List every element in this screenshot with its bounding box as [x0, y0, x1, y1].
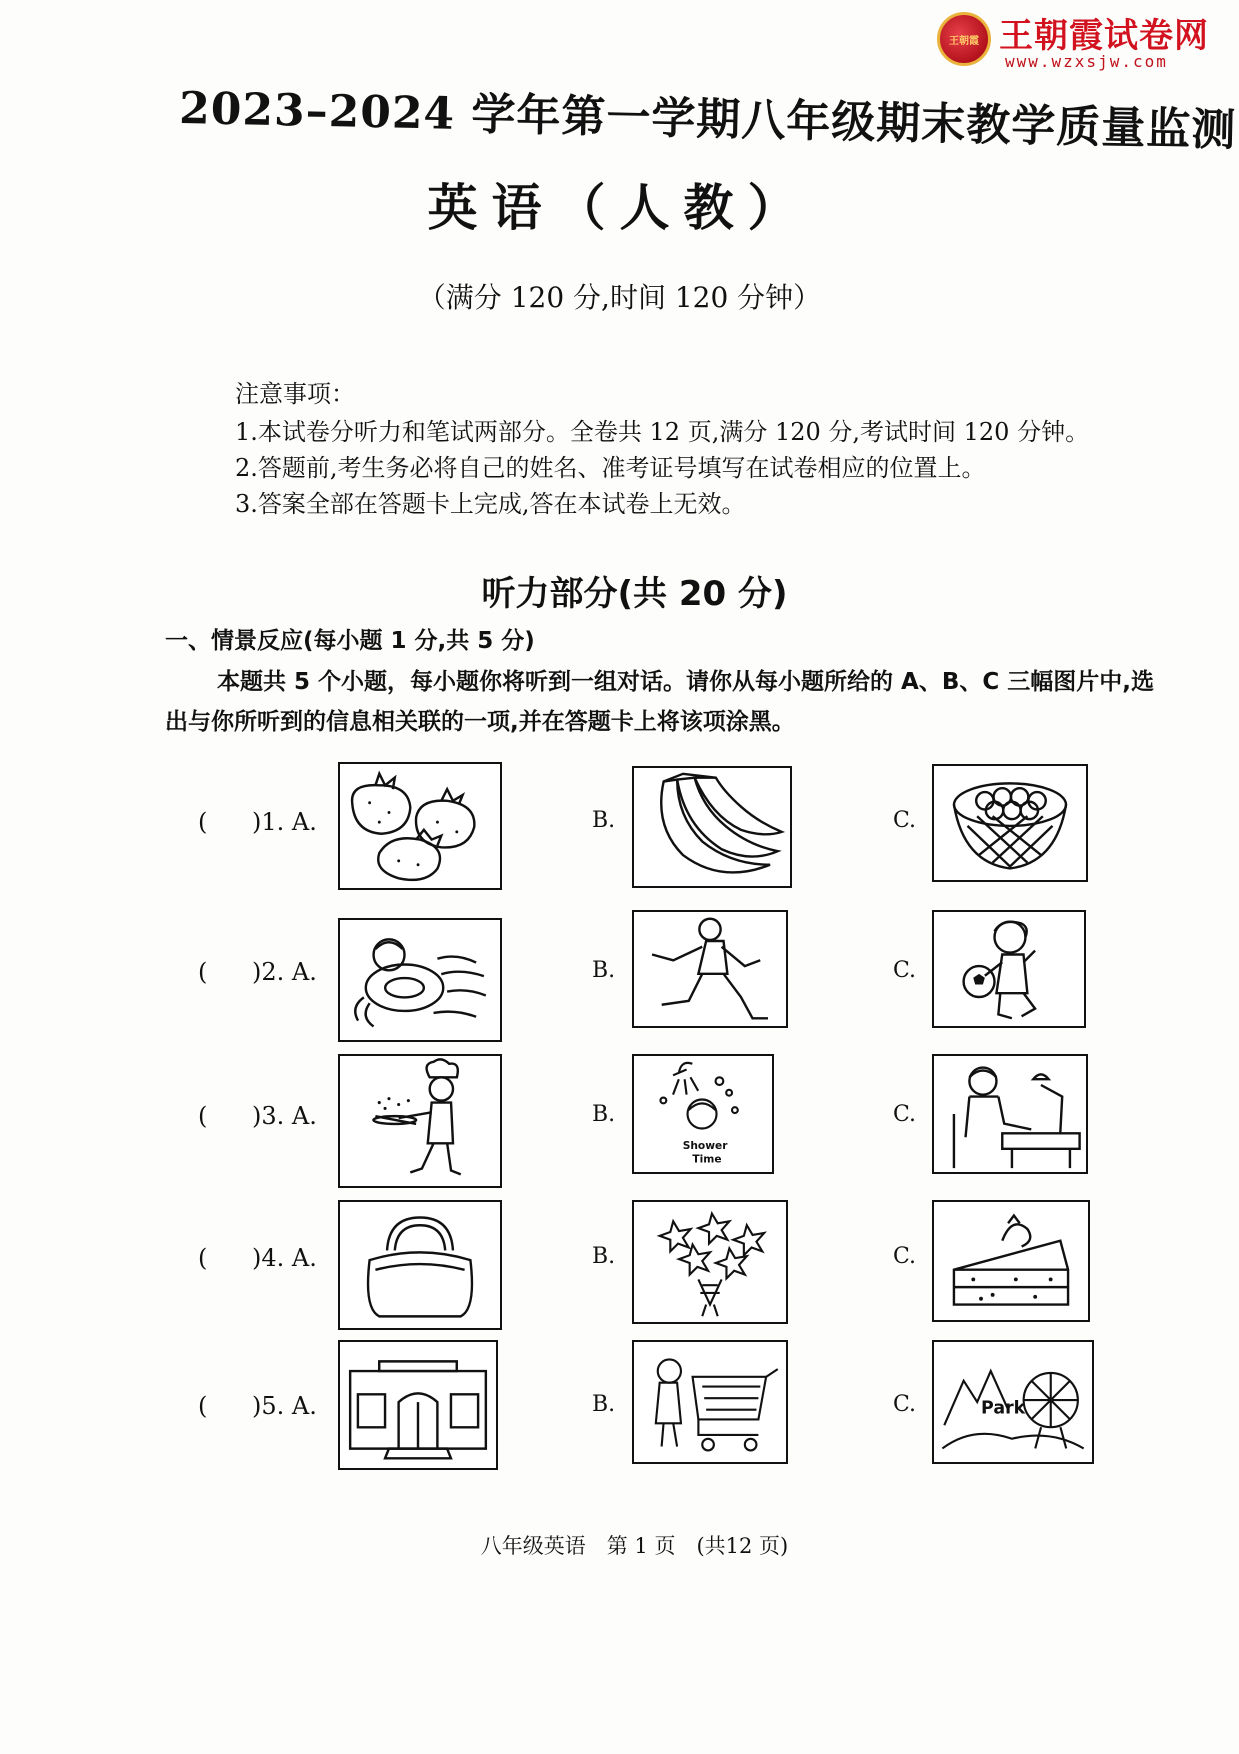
section-title: 听力部分(共 20 分) — [481, 574, 788, 614]
question-row — [0, 1054, 1239, 1184]
score-time-line: （满分 120 分,时间 120 分钟） — [417, 281, 822, 314]
notice-item: 2.答题前,考生务必将自己的姓名、准考证号填写在试卷相应的位置上。 — [235, 454, 986, 482]
strawberries-icon[interactable] — [338, 762, 502, 890]
building-icon[interactable] — [338, 1340, 498, 1470]
question-row — [0, 910, 1239, 1040]
seal-icon — [937, 12, 991, 66]
page-footer: 八年级英语 第 1 页 (共12 页) — [480, 1534, 789, 1558]
shower-caption-line2: Time — [692, 1152, 722, 1166]
cake-icon[interactable] — [932, 1200, 1090, 1322]
question-row — [0, 1340, 1239, 1470]
answer-paren: ( — [198, 808, 208, 836]
egg-basket-icon[interactable] — [932, 764, 1088, 882]
exam-subject: 英语（人教） — [427, 179, 812, 237]
option-b-letter: B. — [592, 808, 616, 833]
question-number: )2. A. — [252, 958, 317, 986]
football-icon[interactable] — [932, 910, 1086, 1028]
option-b-letter: B. — [592, 958, 616, 983]
swimming-icon[interactable] — [338, 918, 502, 1042]
question-number: )5. A. — [252, 1392, 317, 1420]
option-b-letter: B. — [592, 1244, 616, 1269]
exam-title: 2023–2024 学年第一学期八年级期末教学质量监测 — [178, 82, 1237, 157]
shower-icon[interactable] — [632, 1054, 774, 1174]
flowers-icon[interactable] — [632, 1200, 788, 1324]
park-icon[interactable] — [932, 1340, 1094, 1464]
option-b-letter: B. — [592, 1102, 616, 1127]
question-number: )1. A. — [252, 808, 317, 836]
question-number: )3. A. — [252, 1102, 317, 1130]
part-heading: 一、情景反应(每小题 1 分,共 5 分) — [165, 628, 535, 654]
option-b-letter: B. — [592, 1392, 616, 1417]
question-number: )4. A. — [252, 1244, 317, 1272]
question-label — [198, 1102, 317, 1130]
bananas-icon[interactable] — [632, 766, 792, 888]
question-row — [0, 1200, 1239, 1330]
cooking-icon[interactable] — [338, 1054, 502, 1188]
shower-caption-line1: Shower — [682, 1138, 728, 1152]
answer-paren: ( — [198, 1244, 208, 1272]
option-c-letter: C. — [893, 808, 917, 833]
shopping-icon[interactable] — [632, 1340, 788, 1464]
handbag-icon[interactable] — [338, 1200, 502, 1330]
question-label — [198, 808, 317, 836]
answer-paren: ( — [198, 958, 208, 986]
answer-paren: ( — [198, 1392, 208, 1420]
park-caption: Park — [981, 1398, 1026, 1419]
logo-name: 王朝霞试卷网 — [999, 16, 1209, 56]
option-c-letter: C. — [893, 958, 917, 983]
notice-heading: 注意事项： — [235, 380, 355, 408]
question-label — [198, 958, 317, 986]
logo-url: www.wzxsjw.com — [1005, 52, 1168, 71]
site-logo — [935, 8, 1225, 72]
running-icon[interactable] — [632, 910, 788, 1028]
question-row — [0, 760, 1239, 890]
option-c-letter: C. — [893, 1244, 917, 1269]
question-label — [198, 1244, 317, 1272]
studying-icon[interactable] — [932, 1054, 1088, 1174]
option-c-letter: C. — [893, 1392, 917, 1417]
question-label — [198, 1392, 317, 1420]
seal-text: 王朝霞 — [949, 36, 979, 47]
answer-paren: ( — [198, 1102, 208, 1130]
option-c-letter: C. — [893, 1102, 917, 1127]
notice-item: 3.答案全部在答题卡上完成,答在本试卷上无效。 — [235, 490, 746, 518]
part-instruction: 本题共 5 个小题，每小题你将听到一组对话。请你从每小题所给的 A、B、C 三幅图片中,选出与你所听到的信息相关联的一项,并在答题卡上将该项涂黑。 — [165, 669, 1154, 735]
notice-block — [235, 376, 1135, 522]
notice-item: 1.本试卷分听力和笔试两部分。全卷共 12 页,满分 120 分,考试时间 120 分钟。 — [235, 418, 1090, 446]
